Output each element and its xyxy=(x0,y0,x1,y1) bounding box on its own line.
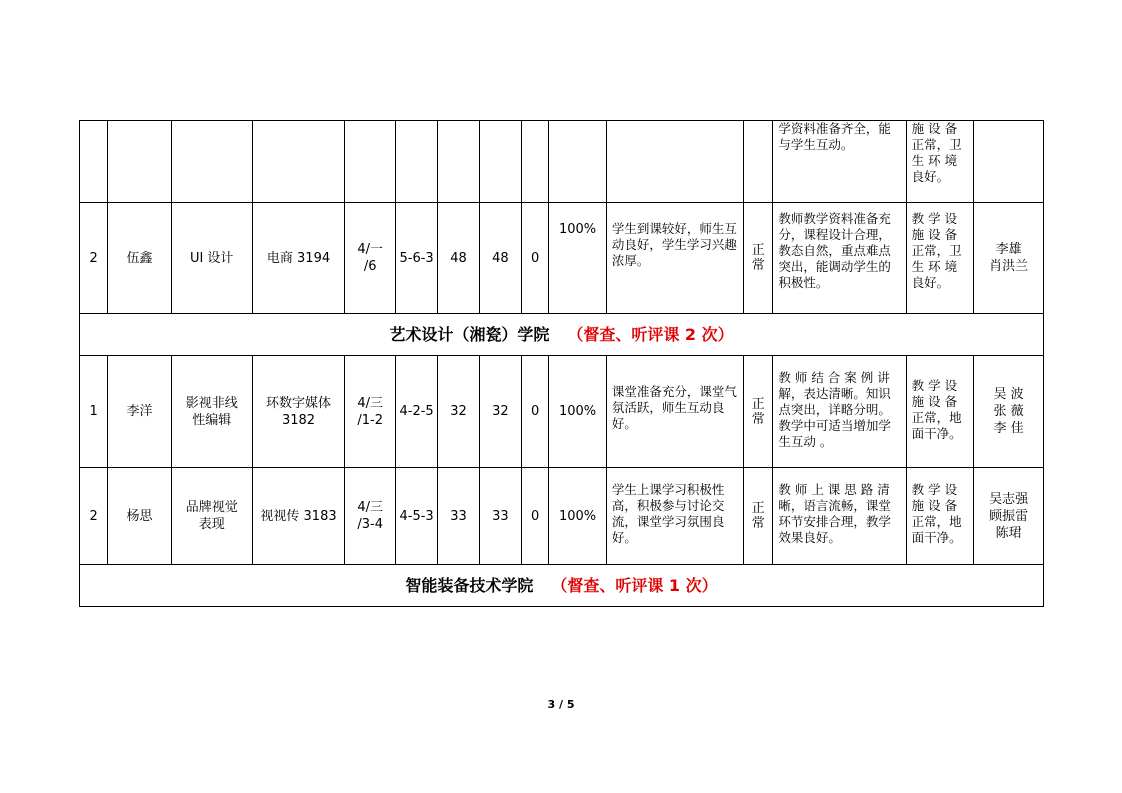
cell-teacher: 伍鑫 xyxy=(108,203,172,314)
cell-teaching-eval: 教 师 结 合 案 例 讲解，表达清晰。知识点突出，详略分明。教学中可适当增加学生互动 。 xyxy=(773,356,906,468)
table-row xyxy=(80,356,1044,468)
cell-no: 2 xyxy=(80,203,108,314)
cell-course: 品牌视觉 表现 xyxy=(171,468,252,565)
cell-facility: 施 设 备 正常，卫 生 环 境 良好。 xyxy=(906,121,974,203)
cell-actual: 48 xyxy=(479,203,521,314)
cell-absent: 0 xyxy=(522,203,549,314)
cell-facility: 教 学 设 施 设 备 正常，卫 生 环 境 良好。 xyxy=(906,203,974,314)
cell-time: 4/三 /1-2 xyxy=(345,356,395,468)
cell-course xyxy=(171,121,252,203)
cell-room: 5-6-3 xyxy=(395,203,437,314)
cell-rate: 100% xyxy=(549,203,607,314)
inspection-table xyxy=(79,120,1044,607)
section-title: 艺术设计（湘瓷）学院 xyxy=(389,325,550,344)
cell-time: 4/一 /6 xyxy=(345,203,395,314)
cell-teacher: 李洋 xyxy=(108,356,172,468)
cell-expected: 48 xyxy=(438,203,479,314)
cell-actual: 32 xyxy=(479,356,521,468)
cell-rate: 100% xyxy=(549,468,607,565)
cell-inspector: 吴 波 张 薇 李 佳 xyxy=(974,356,1044,468)
cell-facility: 教 学 设 施 设 备 正常，地 面干净。 xyxy=(906,356,974,468)
cell-course: UI 设计 xyxy=(171,203,252,314)
cell-order: 正 常 xyxy=(744,356,773,468)
section-note: （督查、听评课 2 次） xyxy=(567,325,734,344)
section-title: 智能装备技术学院 xyxy=(405,576,534,595)
cell-teacher: 杨思 xyxy=(108,468,172,565)
cell-teaching-eval: 教 师 上 课 思 路 清晰，语言流畅，课堂环节安排合理，教学效果良好。 xyxy=(773,468,906,565)
cell-room: 4-2-5 xyxy=(395,356,437,468)
cell-room: 4-5-3 xyxy=(395,468,437,565)
table-row xyxy=(80,203,1044,314)
cell-teaching-eval: 学资料准备齐全，能与学生互动。 xyxy=(773,121,906,203)
cell-order: 正 常 xyxy=(744,468,773,565)
cell-teaching-eval: 教师教学资料准备充分，课程设计合理，教态自然，重点难点突出，能调动学生的积极性。 xyxy=(773,203,906,314)
cell-student-eval: 课堂准备充分，课堂气氛活跃，师生互动良好。 xyxy=(606,356,743,468)
cell-teacher xyxy=(108,121,172,203)
cell-actual: 33 xyxy=(479,468,521,565)
table-row xyxy=(80,468,1044,565)
cell-inspector: 吴志强 顾振雷 陈珺 xyxy=(974,468,1044,565)
cell-time xyxy=(345,121,395,203)
cell-order: 正 常 xyxy=(744,203,773,314)
cell-student-eval xyxy=(606,121,743,203)
cell-class: 电商 3194 xyxy=(252,203,345,314)
cell-room xyxy=(395,121,437,203)
cell-facility: 教 学 设 施 设 备 正常，地 面干净。 xyxy=(906,468,974,565)
cell-student-eval: 学生上课学习积极性高，积极参与讨论交流，课堂学习氛围良好。 xyxy=(606,468,743,565)
cell-inspector xyxy=(974,121,1044,203)
cell-expected xyxy=(438,121,479,203)
section-heading xyxy=(80,565,1044,607)
cell-absent xyxy=(522,121,549,203)
cell-absent: 0 xyxy=(522,356,549,468)
cell-order xyxy=(744,121,773,203)
cell-time: 4/三 /3-4 xyxy=(345,468,395,565)
cell-rate xyxy=(549,121,607,203)
cell-no xyxy=(80,121,108,203)
page-number: 3 / 5 xyxy=(547,698,575,711)
cell-student-eval: 学生到课较好，师生互动良好，学生学习兴趣浓厚。 xyxy=(606,203,743,314)
cell-class: 环数字媒体 3182 xyxy=(252,356,345,468)
section-heading xyxy=(80,314,1044,356)
section-note: （督查、听评课 1 次） xyxy=(551,576,718,595)
cell-no: 1 xyxy=(80,356,108,468)
table-row xyxy=(80,121,1044,203)
cell-class xyxy=(252,121,345,203)
cell-actual xyxy=(479,121,521,203)
cell-course: 影视非线 性编辑 xyxy=(171,356,252,468)
cell-rate: 100% xyxy=(549,356,607,468)
cell-expected: 32 xyxy=(438,356,479,468)
cell-inspector: 李雄 肖洪兰 xyxy=(974,203,1044,314)
cell-class: 视视传 3183 xyxy=(252,468,345,565)
section-row-equip xyxy=(80,565,1044,607)
section-row-art xyxy=(80,314,1044,356)
cell-absent: 0 xyxy=(522,468,549,565)
cell-expected: 33 xyxy=(438,468,479,565)
cell-no: 2 xyxy=(80,468,108,565)
